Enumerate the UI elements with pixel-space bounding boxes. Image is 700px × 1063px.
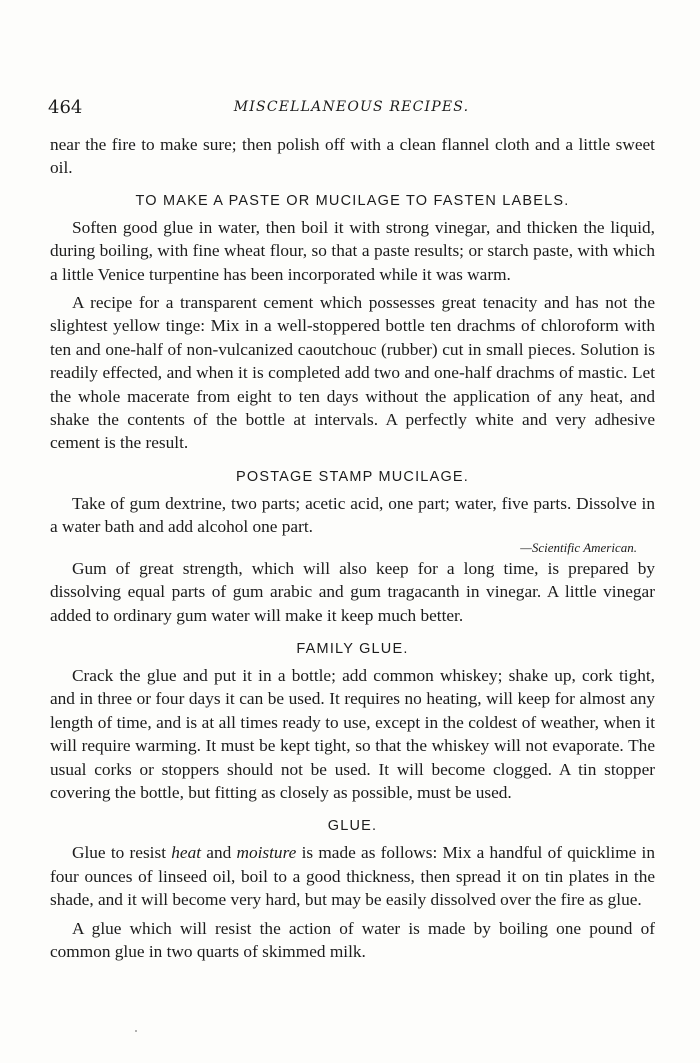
text-body: [50, 133, 655, 963]
paragraph-glue-heat: [50, 841, 655, 911]
paragraph-glue-water: A glue which will resist the action of water is made by boiling one pound of common glue in two quarts of skimmed milk.: [50, 918, 655, 961]
attribution: —Scientific American.: [520, 539, 637, 555]
paragraph-gum: Gum of great strength, which will also keep for a long time, is prepared by dissolving equal parts of gum arabic and gum tragacanth in vinegar. A little vinegar added to ordinary gum water will make it keep much better.: [50, 558, 655, 625]
paragraph-family-glue: Crack the glue and put it in a bottle; add common whiskey; shake up, cork tight, and in three or four days it can be used. It requires no heating, will keep for almost any length of time, and is at all times ready to use, except in the coldest of weather, when it will require warming. It must be kept tight, so that the whiskey will not evaporate. The usual corks or stoppers should not be used. It will become clogged. A tin stopper covering the bottle, but fitting as closely as possible, must be used.: [50, 665, 655, 802]
glue-text-c: is made as follows: Mix a handful of quicklime in four ounces of linseed oil, boil to a good thickness, then spread it on tin plates in the shade, and it will become very hard, but may be easily dissolved over the fire as glue.: [50, 843, 656, 910]
emphasis-heat: heat: [171, 843, 202, 863]
section-heading-paste: TO MAKE A PASTE OR MUCILAGE TO FASTEN LABELS.: [135, 192, 570, 209]
running-head: [48, 97, 655, 121]
paper-speck: [135, 1030, 137, 1032]
glue-text-b: and: [201, 843, 237, 863]
paragraph-cement: A recipe for a transparent cement which possesses great tenacity and has not the slightest yellow tinge: Mix in a well-stoppered bottle ten drachms of chloroform with ten and one-half of non-vulcanized caoutchouc (rubber) cut in small pieces. Solution is readily effected, and when it is completed add two and one-half drachms of mastic. Let the whole macerate from eight to ten days without the application of any heat, and shake the contents of the bottle at intervals. A perfectly white and very adhesive cement is the result.: [50, 293, 655, 453]
section-heading-family-glue: FAMILY GLUE.: [296, 640, 409, 657]
paragraph-postage: Take of gum dextrine, two parts; acetic acid, one part; water, five parts. Dissolve in a water bath and add alcohol one part.: [50, 493, 655, 537]
emphasis-moisture: moisture: [236, 843, 297, 863]
paragraph-paste: Soften good glue in water, then boil it with strong vinegar, and thicken the liquid, during boiling, with fine wheat flour, so that a paste results; or starch paste, with which a little Venice turpentine has been incorporated while it was warm.: [50, 217, 655, 284]
section-heading-glue: GLUE.: [327, 818, 378, 835]
running-title: MISCELLANEOUS RECIPES.: [233, 99, 470, 115]
continuation-paragraph: near the fire to make sure; then polish off with a clean flannel cloth and a little sweet oil.: [50, 135, 655, 178]
section-heading-postage: POSTAGE STAMP MUCILAGE.: [235, 468, 470, 485]
glue-text-a: Glue to resist: [72, 843, 172, 863]
page-number: 464: [48, 97, 83, 118]
